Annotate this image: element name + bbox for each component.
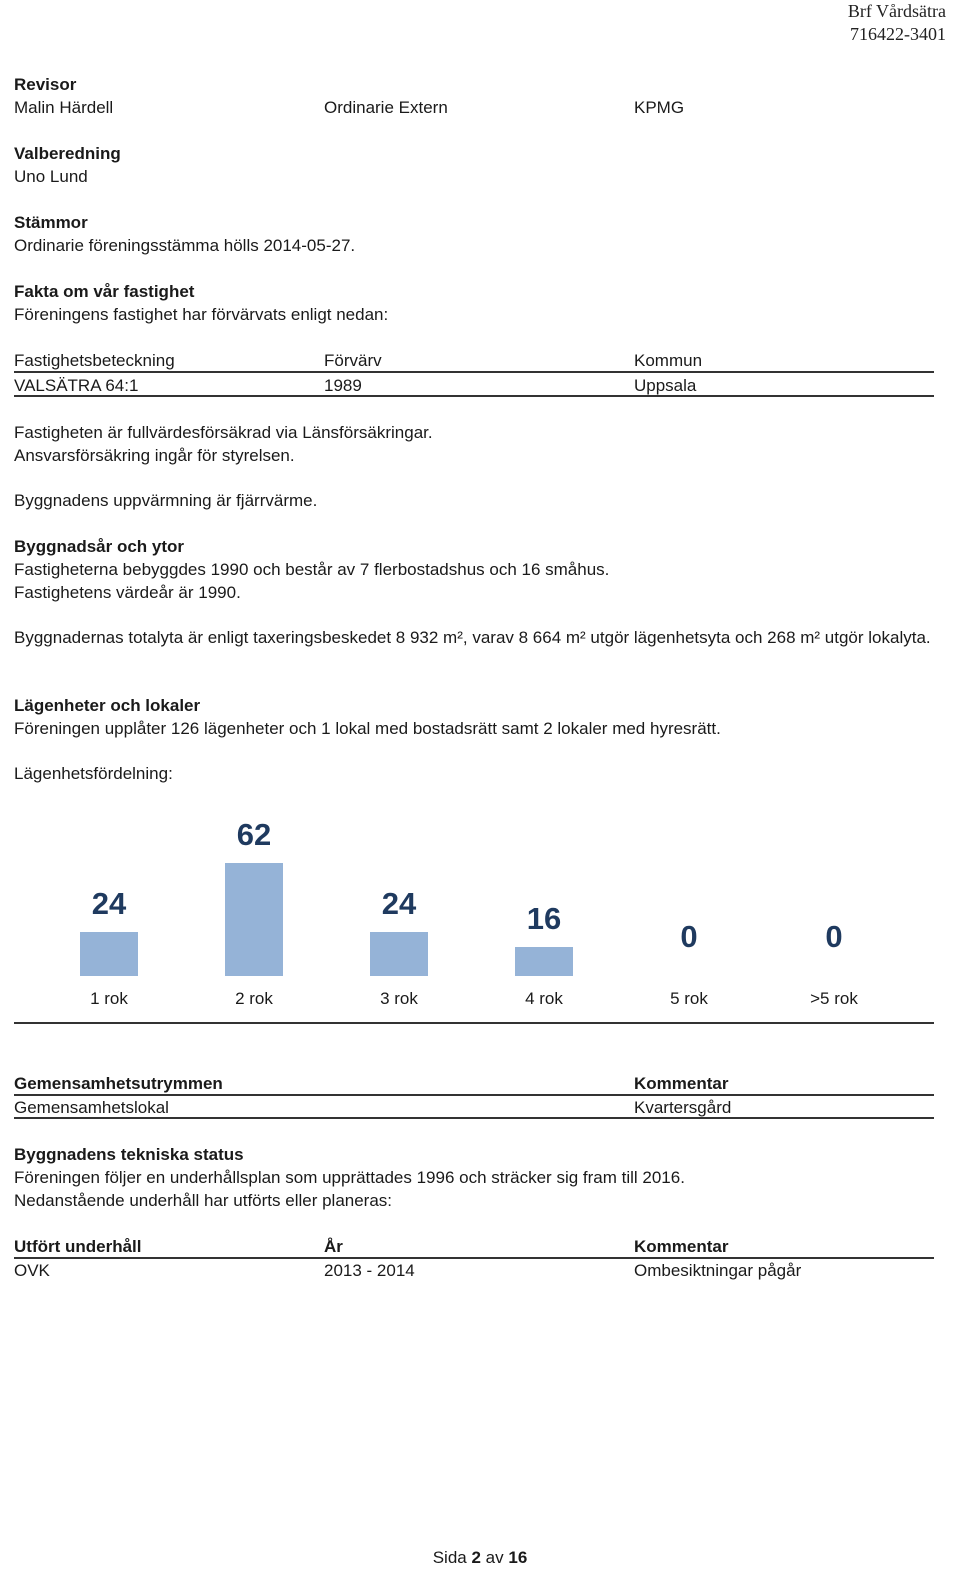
val-forvarv: 1989 [324, 376, 362, 395]
underhall-table-row [14, 1259, 934, 1282]
byggnadsar-heading: Byggnadsår och ytor [14, 537, 185, 556]
org-number: 716422-3401 [850, 24, 946, 44]
document-header [848, 0, 946, 46]
valberedning-section [14, 142, 934, 188]
table-divider [14, 371, 934, 373]
col-gemensamhetsutrymmen: Gemensamhetsutrymmen [14, 1074, 223, 1093]
data-label-4: 16 [526, 901, 562, 936]
revisor-section [14, 73, 934, 119]
footer-page: 2 [471, 1548, 481, 1567]
byggnadsar-line2: Fastighetens värdeår är 1990. [14, 583, 241, 602]
footer-prefix: Sida [432, 1548, 467, 1567]
col-kommun: Kommun [634, 351, 703, 370]
data-label-2: 62 [236, 817, 272, 852]
col-ar: År [324, 1237, 343, 1256]
forsakring-line: Fastigheten är fullvärdesförsäkrad via Länsförsäkringar. [14, 423, 433, 442]
lagenheter-section [14, 694, 934, 740]
bar-2 [225, 863, 283, 976]
byggnadsar-section [14, 535, 934, 604]
category-label-1: 1 rok [90, 989, 128, 1008]
footer-total: 16 [508, 1548, 528, 1567]
category-label-3: 3 rok [380, 989, 418, 1008]
bar-4 [515, 947, 573, 976]
data-label-1: 24 [91, 886, 127, 921]
teknisk-line2: Nedanstående underhåll har utförts eller planeras: [14, 1191, 393, 1210]
ansvarsforsakring-line: Ansvarsförsäkring ingår för styrelsen. [14, 446, 295, 465]
fastighet-table-row [14, 374, 934, 397]
fakta-section [14, 280, 934, 326]
category-label-2: 2 rok [235, 989, 273, 1008]
col-forvarv: Förvärv [324, 351, 382, 370]
table-divider [14, 1257, 934, 1259]
stammor-text: Ordinarie föreningsstämma hölls 2014-05-27. [14, 236, 356, 255]
bar-1 [80, 932, 138, 976]
data-label-6: 0 [825, 919, 843, 954]
teknisk-line1: Föreningen följer en underhållsplan som upprättades 1996 och sträcker sig fram till 2016. [14, 1168, 685, 1187]
stammor-section [14, 211, 934, 257]
uppvarmning-text [14, 489, 934, 512]
gemensamhet-table-row [14, 1096, 934, 1119]
val-gemensamhetsutrymme: Gemensamhetslokal [14, 1098, 169, 1117]
revisor-firm: KPMG [634, 98, 685, 117]
val-kommentar: Ombesiktningar pågår [634, 1261, 802, 1280]
underhall-table-header [14, 1235, 934, 1258]
val-kommentar: Kvartersgård [634, 1098, 732, 1117]
category-label-4: 4 rok [525, 989, 563, 1008]
lagenheter-heading: Lägenheter och lokaler [14, 696, 201, 715]
stammor-heading: Stämmor [14, 213, 88, 232]
teknisk-heading: Byggnadens tekniska status [14, 1145, 244, 1164]
val-kommun: Uppsala [634, 376, 697, 395]
lagenheter-text: Föreningen upplåter 126 lägenheter och 1 lokal med bostadsrätt samt 2 lokaler med hyresrätt. [14, 719, 721, 738]
category-label-5: 5 rok [670, 989, 708, 1008]
teknisk-section [14, 1143, 934, 1212]
ytor-section [14, 626, 934, 649]
data-label-5: 0 [680, 919, 698, 954]
col-fastighetsbeteckning: Fastighetsbeteckning [14, 351, 175, 370]
fordelning-label: Lägenhetsfördelning: [14, 764, 173, 783]
fordelning-label-block [14, 762, 934, 785]
page-footer [0, 1546, 960, 1569]
uppvarmning-line: Byggnadens uppvärmning är fjärrvärme. [14, 491, 318, 510]
val-underhall: OVK [14, 1261, 50, 1280]
gemensamhet-table-header [14, 1072, 934, 1095]
table-divider [14, 1094, 934, 1096]
forsakring-text [14, 421, 934, 467]
chart-baseline-divider [14, 1022, 934, 1024]
valberedning-name: Uno Lund [14, 167, 88, 186]
ytor-text: Byggnadernas totalyta är enligt taxeringsbeskedet 8 932 m², varav 8 664 m² utgör lägenhetsyta och 268 m² utgör lokalyta. [14, 628, 931, 647]
bar-3 [370, 932, 428, 976]
col-utfort-underhall: Utfört underhåll [14, 1237, 142, 1256]
revisor-heading: Revisor [14, 75, 77, 94]
table-divider [14, 395, 934, 397]
fastighet-table-header [14, 349, 934, 372]
valberedning-heading: Valberedning [14, 144, 121, 163]
col-kommentar: Kommentar [634, 1237, 729, 1256]
data-label-3: 24 [381, 886, 417, 921]
fastighet-table [14, 349, 934, 397]
footer-mid: av [485, 1548, 504, 1567]
revisor-type: Ordinarie Extern [324, 98, 448, 117]
byggnadsar-line1: Fastigheterna bebyggdes 1990 och består av 7 flerbostadshus och 16 småhus. [14, 560, 610, 579]
val-ar: 2013 - 2014 [324, 1261, 415, 1280]
table-divider [14, 1117, 934, 1119]
col-kommentar: Kommentar [634, 1074, 729, 1093]
fakta-heading: Fakta om vår fastighet [14, 282, 195, 301]
category-label-6: >5 rok [810, 989, 858, 1008]
fakta-intro: Föreningens fastighet har förvärvats enligt nedan: [14, 305, 389, 324]
org-name: Brf Vårdsätra [847, 1, 946, 21]
val-fastighetsbeteckning: VALSÄTRA 64:1 [14, 376, 139, 395]
revisor-row [14, 96, 934, 119]
revisor-name: Malin Härdell [14, 98, 114, 117]
